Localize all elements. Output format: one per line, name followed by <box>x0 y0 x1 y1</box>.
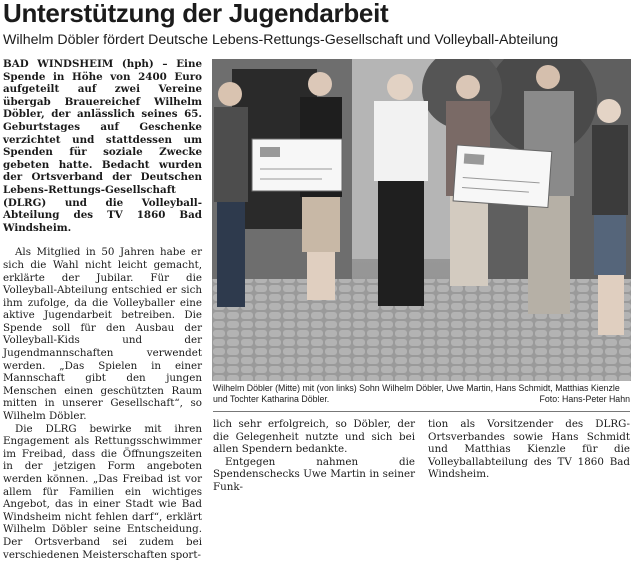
body-paragraph: Entgegen nahmen die Spendenschecks Uwe Martin in seiner Funk- <box>213 455 415 493</box>
photo-caption <box>213 383 630 405</box>
group-photo-icon <box>212 59 631 381</box>
body-paragraph: Als Mitglied in 50 Jahren habe er sich die Wahl nicht leicht gemacht, erklärte der Jubilar. Für die Volleyball-Abteilung entschied er sich ihm zufolge, da die Volleyballer eine aktive Jugendarbeit betreiben. Die Spende soll für den Ausbau der Volleyball-Kids und der Jugendmannschaften verwendet werden. „Das Spielen in einer Mannschaft gibt den jungen Menschen einen geschützten Raum mitten in unserer Gesellschaft“, so Wilhelm Döbler. <box>3 246 202 423</box>
caption-text: Wilhelm Döbler (Mitte) mit (von links) Sohn Wilhelm Döbler, Uwe Martin, Hans Schmidt, Matthias Kienzle und Tochter Katharina Döbler. <box>213 383 620 404</box>
dateline: BAD WINDSHEIM (hph) – <box>3 58 168 70</box>
article-column-1 <box>3 58 202 561</box>
headline: Unterstützung der Jugendarbeit <box>3 0 389 28</box>
article-column-3 <box>428 418 630 481</box>
lead-paragraph <box>3 58 202 234</box>
body-paragraph: lich sehr erfolgreich, so Döbler, der die Gelegenheit nutzte und sich bei allen Spendern bedankte. <box>213 418 415 456</box>
caption-rule <box>213 411 630 412</box>
article-column-2 <box>213 418 415 494</box>
lead-text: Eine Spende in Höhe von 2400 Euro aufgeteilt auf zwei Vereine übergab Brauereichef Wilhelm Döbler, der anlässlich seines 65. Geburtstages auf Geschenke verzichtet und stattdessen um Spenden für soziale Zwecke gebeten hatte. Bedacht wurden der Ortsverband der Deutschen Lebens-Rettungs-Gesellschaft (DLRG) und die Volleyball-Abteilung des TV 1860 Bad Windsheim. <box>3 58 202 234</box>
group-photo <box>212 59 631 381</box>
photo-credit: Foto: Hans-Peter Hahn <box>539 394 630 404</box>
body-paragraph: Die DLRG bewirke mit ihren Engagement als Rettungsschwimmer im Freibad, dass die Öffnungszeiten in der jetzigen Form angeboten werden können. „Das Freibad ist vor allem für Familien ein wichtiges Angebot, das in einer Stadt wie Bad Windsheim nicht fehlen darf“, erklärt Wilhelm Döbler seine Entscheidung. Der Ortsverband sei zudem bei verschiedenen Meisterschaften sport- <box>3 422 202 561</box>
body-paragraph: tion als Vorsitzender des DLRG-Ortsverbandes sowie Hans Schmidt und Matthias Kienzle für die Volleyballabteilung des TV 1860 Bad Windsheim. <box>428 418 630 481</box>
subheadline: Wilhelm Döbler fördert Deutsche Lebens-Rettungs-Gesellschaft und Volleyball-Abteilung <box>3 32 559 48</box>
